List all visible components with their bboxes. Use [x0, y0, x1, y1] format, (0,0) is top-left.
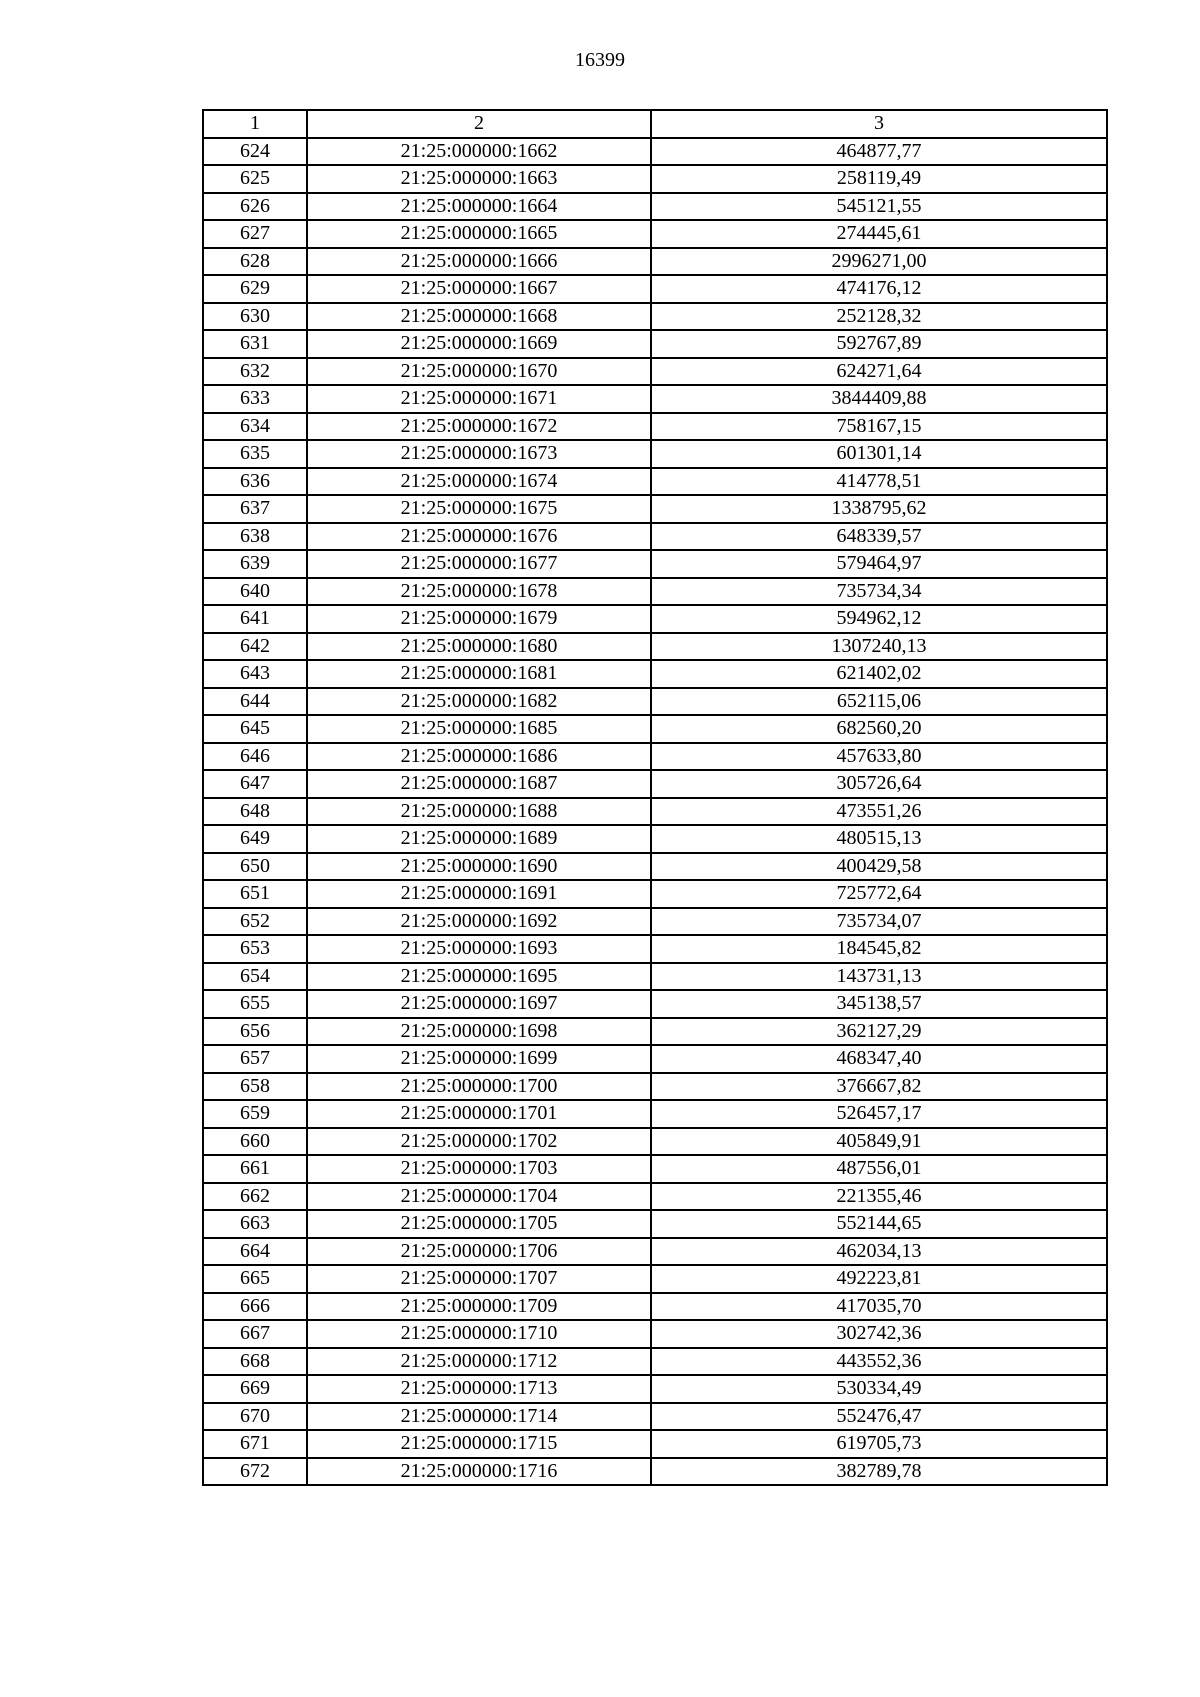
value-cell: 735734,34	[651, 578, 1107, 606]
row-number-cell: 634	[203, 413, 307, 441]
row-number-cell: 631	[203, 330, 307, 358]
cadastral-number-cell: 21:25:000000:1713	[307, 1375, 651, 1403]
cadastral-number-cell: 21:25:000000:1688	[307, 798, 651, 826]
value-cell: 545121,55	[651, 193, 1107, 221]
value-cell: 443552,36	[651, 1348, 1107, 1376]
row-number-cell: 633	[203, 385, 307, 413]
value-cell: 414778,51	[651, 468, 1107, 496]
value-cell: 725772,64	[651, 880, 1107, 908]
table-row	[203, 220, 1107, 248]
cadastral-number-cell: 21:25:000000:1667	[307, 275, 651, 303]
cadastral-number-cell: 21:25:000000:1701	[307, 1100, 651, 1128]
row-number-cell: 655	[203, 990, 307, 1018]
cadastral-number-cell: 21:25:000000:1705	[307, 1210, 651, 1238]
value-cell: 184545,82	[651, 935, 1107, 963]
value-cell: 305726,64	[651, 770, 1107, 798]
table-row	[203, 715, 1107, 743]
column-header-2: 2	[307, 110, 651, 138]
value-cell: 530334,49	[651, 1375, 1107, 1403]
cadastral-number-cell: 21:25:000000:1703	[307, 1155, 651, 1183]
cadastral-number-cell: 21:25:000000:1690	[307, 853, 651, 881]
table-row	[203, 165, 1107, 193]
cadastral-number-cell: 21:25:000000:1666	[307, 248, 651, 276]
row-number-cell: 667	[203, 1320, 307, 1348]
value-cell: 552144,65	[651, 1210, 1107, 1238]
row-number-cell: 649	[203, 825, 307, 853]
row-number-cell: 668	[203, 1348, 307, 1376]
cadastral-number-cell: 21:25:000000:1674	[307, 468, 651, 496]
row-number-cell: 657	[203, 1045, 307, 1073]
row-number-cell: 650	[203, 853, 307, 881]
value-cell: 405849,91	[651, 1128, 1107, 1156]
value-cell: 601301,14	[651, 440, 1107, 468]
row-number-cell: 629	[203, 275, 307, 303]
row-number-cell: 648	[203, 798, 307, 826]
cadastral-number-cell: 21:25:000000:1712	[307, 1348, 651, 1376]
row-number-cell: 641	[203, 605, 307, 633]
cadastral-number-cell: 21:25:000000:1670	[307, 358, 651, 386]
table-row	[203, 330, 1107, 358]
table-row	[203, 770, 1107, 798]
table-row	[203, 578, 1107, 606]
row-number-cell: 666	[203, 1293, 307, 1321]
table-row	[203, 303, 1107, 331]
table-row	[203, 1348, 1107, 1376]
cadastral-number-cell: 21:25:000000:1706	[307, 1238, 651, 1266]
cadastral-number-cell: 21:25:000000:1695	[307, 963, 651, 991]
cadastral-number-cell: 21:25:000000:1704	[307, 1183, 651, 1211]
table-row	[203, 825, 1107, 853]
table-row	[203, 413, 1107, 441]
row-number-cell: 665	[203, 1265, 307, 1293]
table-row	[203, 550, 1107, 578]
cadastral-number-cell: 21:25:000000:1679	[307, 605, 651, 633]
cadastral-number-cell: 21:25:000000:1671	[307, 385, 651, 413]
value-cell: 221355,46	[651, 1183, 1107, 1211]
table-row	[203, 275, 1107, 303]
row-number-cell: 627	[203, 220, 307, 248]
row-number-cell: 636	[203, 468, 307, 496]
table-row	[203, 660, 1107, 688]
value-cell: 624271,64	[651, 358, 1107, 386]
value-cell: 400429,58	[651, 853, 1107, 881]
row-number-cell: 638	[203, 523, 307, 551]
value-cell: 376667,82	[651, 1073, 1107, 1101]
table-row	[203, 1403, 1107, 1431]
value-cell: 468347,40	[651, 1045, 1107, 1073]
row-number-cell: 671	[203, 1430, 307, 1458]
column-header-3: 3	[651, 110, 1107, 138]
table-row	[203, 990, 1107, 1018]
table-row	[203, 440, 1107, 468]
row-number-cell: 672	[203, 1458, 307, 1486]
row-number-cell: 662	[203, 1183, 307, 1211]
table-body	[203, 110, 1107, 1485]
value-cell: 143731,13	[651, 963, 1107, 991]
row-number-cell: 653	[203, 935, 307, 963]
cadastral-number-cell: 21:25:000000:1710	[307, 1320, 651, 1348]
value-cell: 252128,32	[651, 303, 1107, 331]
cadastral-number-cell: 21:25:000000:1673	[307, 440, 651, 468]
cadastral-number-cell: 21:25:000000:1676	[307, 523, 651, 551]
table-row	[203, 633, 1107, 661]
cadastral-number-cell: 21:25:000000:1680	[307, 633, 651, 661]
value-cell: 1307240,13	[651, 633, 1107, 661]
table-row	[203, 1100, 1107, 1128]
row-number-cell: 645	[203, 715, 307, 743]
table-row	[203, 798, 1107, 826]
table-row	[203, 1073, 1107, 1101]
cadastral-number-cell: 21:25:000000:1686	[307, 743, 651, 771]
table-row	[203, 688, 1107, 716]
row-number-cell: 635	[203, 440, 307, 468]
table-row	[203, 495, 1107, 523]
cadastral-number-cell: 21:25:000000:1681	[307, 660, 651, 688]
row-number-cell: 643	[203, 660, 307, 688]
value-cell: 526457,17	[651, 1100, 1107, 1128]
page-number: 16399	[575, 49, 625, 71]
table-row	[203, 385, 1107, 413]
row-number-cell: 644	[203, 688, 307, 716]
table-row	[203, 1375, 1107, 1403]
value-cell: 362127,29	[651, 1018, 1107, 1046]
value-cell: 758167,15	[651, 413, 1107, 441]
table-row	[203, 1128, 1107, 1156]
row-number-cell: 637	[203, 495, 307, 523]
cadastral-number-cell: 21:25:000000:1691	[307, 880, 651, 908]
cadastral-number-cell: 21:25:000000:1700	[307, 1073, 651, 1101]
cadastral-number-cell: 21:25:000000:1663	[307, 165, 651, 193]
value-cell: 2996271,00	[651, 248, 1107, 276]
table-row	[203, 1045, 1107, 1073]
cadastral-number-cell: 21:25:000000:1702	[307, 1128, 651, 1156]
cadastral-number-cell: 21:25:000000:1693	[307, 935, 651, 963]
table-row	[203, 880, 1107, 908]
column-header-1: 1	[203, 110, 307, 138]
table-row	[203, 358, 1107, 386]
cadastral-number-cell: 21:25:000000:1699	[307, 1045, 651, 1073]
value-cell: 652115,06	[651, 688, 1107, 716]
value-cell: 492223,81	[651, 1265, 1107, 1293]
value-cell: 464877,77	[651, 138, 1107, 166]
cadastral-number-cell: 21:25:000000:1675	[307, 495, 651, 523]
cadastral-number-cell: 21:25:000000:1668	[307, 303, 651, 331]
table-row	[203, 138, 1107, 166]
value-cell: 619705,73	[651, 1430, 1107, 1458]
value-cell: 3844409,88	[651, 385, 1107, 413]
row-number-cell: 654	[203, 963, 307, 991]
cadastral-number-cell: 21:25:000000:1692	[307, 908, 651, 936]
value-cell: 473551,26	[651, 798, 1107, 826]
table-row	[203, 1265, 1107, 1293]
cadastral-number-cell: 21:25:000000:1685	[307, 715, 651, 743]
row-number-cell: 659	[203, 1100, 307, 1128]
cadastral-number-cell: 21:25:000000:1716	[307, 1458, 651, 1486]
row-number-cell: 660	[203, 1128, 307, 1156]
table-row	[203, 248, 1107, 276]
table-row	[203, 1183, 1107, 1211]
cadastral-number-cell: 21:25:000000:1672	[307, 413, 651, 441]
table-row	[203, 1018, 1107, 1046]
row-number-cell: 663	[203, 1210, 307, 1238]
cadastral-number-cell: 21:25:000000:1682	[307, 688, 651, 716]
table-row	[203, 1293, 1107, 1321]
row-number-cell: 652	[203, 908, 307, 936]
cadastral-number-cell: 21:25:000000:1678	[307, 578, 651, 606]
row-number-cell: 658	[203, 1073, 307, 1101]
value-cell: 648339,57	[651, 523, 1107, 551]
cadastral-number-cell: 21:25:000000:1715	[307, 1430, 651, 1458]
row-number-cell: 661	[203, 1155, 307, 1183]
row-number-cell: 646	[203, 743, 307, 771]
cadastral-number-cell: 21:25:000000:1665	[307, 220, 651, 248]
value-cell: 487556,01	[651, 1155, 1107, 1183]
value-cell: 274445,61	[651, 220, 1107, 248]
table-row	[203, 1458, 1107, 1486]
table-row	[203, 1210, 1107, 1238]
row-number-cell: 656	[203, 1018, 307, 1046]
table-row	[203, 468, 1107, 496]
row-number-cell: 640	[203, 578, 307, 606]
cadastral-number-cell: 21:25:000000:1664	[307, 193, 651, 221]
cadastral-number-cell: 21:25:000000:1714	[307, 1403, 651, 1431]
table-row	[203, 1430, 1107, 1458]
table-row	[203, 523, 1107, 551]
row-number-cell: 647	[203, 770, 307, 798]
table-row	[203, 1238, 1107, 1266]
row-number-cell: 630	[203, 303, 307, 331]
table-row	[203, 605, 1107, 633]
value-cell: 594962,12	[651, 605, 1107, 633]
cadastral-number-cell: 21:25:000000:1689	[307, 825, 651, 853]
value-cell: 457633,80	[651, 743, 1107, 771]
table-row	[203, 908, 1107, 936]
value-cell: 480515,13	[651, 825, 1107, 853]
row-number-cell: 664	[203, 1238, 307, 1266]
value-cell: 382789,78	[651, 1458, 1107, 1486]
row-number-cell: 651	[203, 880, 307, 908]
row-number-cell: 670	[203, 1403, 307, 1431]
row-number-cell: 639	[203, 550, 307, 578]
value-cell: 258119,49	[651, 165, 1107, 193]
table-row	[203, 743, 1107, 771]
cadastral-number-cell: 21:25:000000:1698	[307, 1018, 651, 1046]
value-cell: 579464,97	[651, 550, 1107, 578]
row-number-cell: 669	[203, 1375, 307, 1403]
table-row	[203, 1320, 1107, 1348]
cadastral-number-cell: 21:25:000000:1687	[307, 770, 651, 798]
table-row	[203, 963, 1107, 991]
row-number-cell: 642	[203, 633, 307, 661]
value-cell: 345138,57	[651, 990, 1107, 1018]
value-cell: 621402,02	[651, 660, 1107, 688]
row-number-cell: 624	[203, 138, 307, 166]
table-row	[203, 1155, 1107, 1183]
value-cell: 462034,13	[651, 1238, 1107, 1266]
value-cell: 552476,47	[651, 1403, 1107, 1431]
value-cell: 682560,20	[651, 715, 1107, 743]
data-table	[202, 109, 1108, 1486]
value-cell: 417035,70	[651, 1293, 1107, 1321]
value-cell: 302742,36	[651, 1320, 1107, 1348]
table-row	[203, 853, 1107, 881]
cadastral-number-cell: 21:25:000000:1707	[307, 1265, 651, 1293]
value-cell: 592767,89	[651, 330, 1107, 358]
cadastral-number-cell: 21:25:000000:1697	[307, 990, 651, 1018]
table-row	[203, 193, 1107, 221]
row-number-cell: 632	[203, 358, 307, 386]
cadastral-number-cell: 21:25:000000:1662	[307, 138, 651, 166]
cadastral-number-cell: 21:25:000000:1669	[307, 330, 651, 358]
cadastral-number-cell: 21:25:000000:1677	[307, 550, 651, 578]
table-header-row	[203, 110, 1107, 138]
table-row	[203, 935, 1107, 963]
value-cell: 735734,07	[651, 908, 1107, 936]
row-number-cell: 626	[203, 193, 307, 221]
row-number-cell: 625	[203, 165, 307, 193]
value-cell: 1338795,62	[651, 495, 1107, 523]
value-cell: 474176,12	[651, 275, 1107, 303]
cadastral-number-cell: 21:25:000000:1709	[307, 1293, 651, 1321]
row-number-cell: 628	[203, 248, 307, 276]
